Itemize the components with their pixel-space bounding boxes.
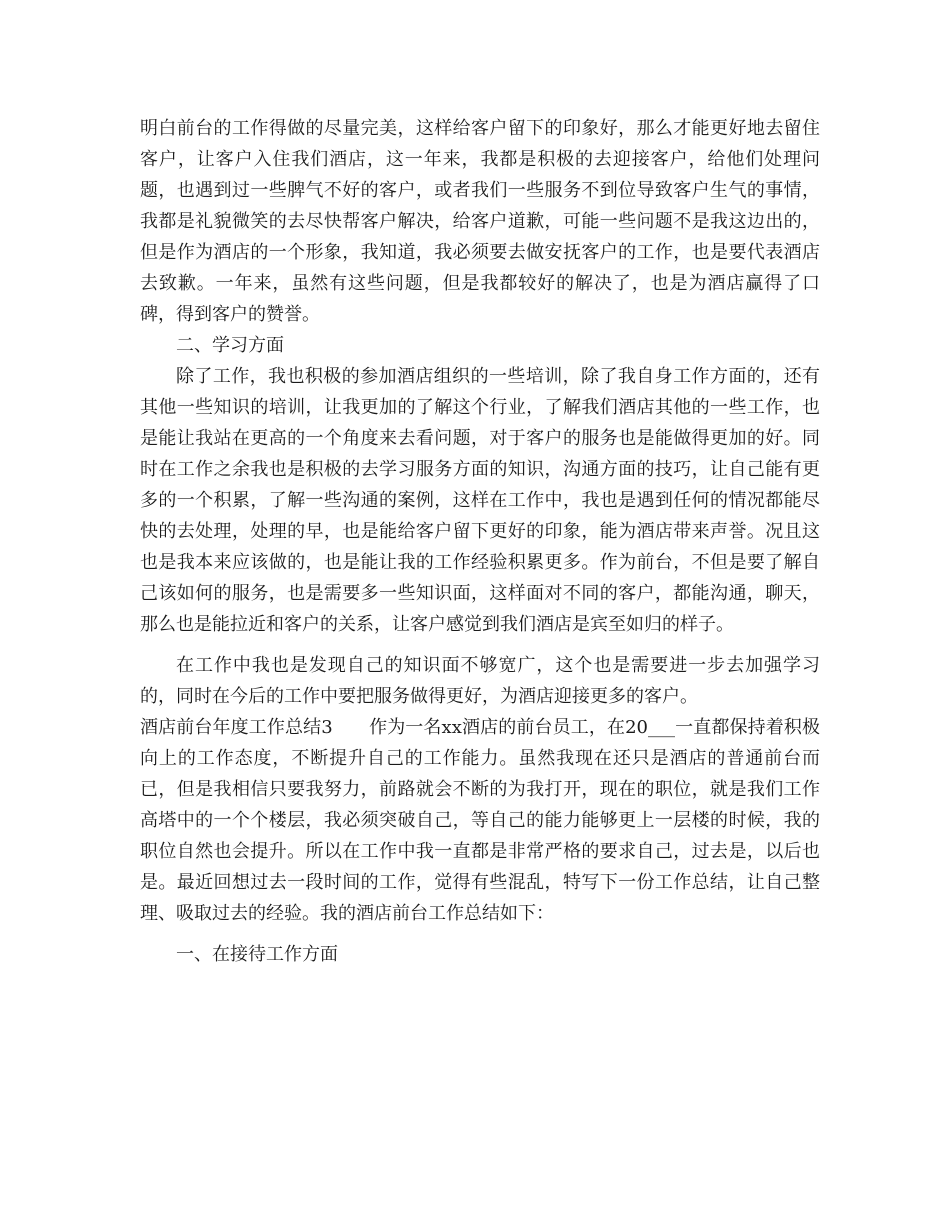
paragraph-summary-3: 酒店前台年度工作总结3 作为一名xx酒店的前台员工，在20___一直都保持着积极向上的工作态度，不断提升自己的工作能力。虽然我现在还只是酒店的普通前台而已，但是我相信只要我努力，前路就会不断的为我打开，现在的职位，就是我们工作高塔中的一个个楼层，我必须突破自己，等自己的能力能够更上一层楼的时候，我的职位自然也会提升。所以在工作中我一直都是非常严格的要求自己，过去是，以后也是。最近回想过去一段时间的工作，觉得有些混乱，特写下一份工作总结，让自己整理、吸取过去的经验。我的酒店前台工作总结如下：: [140, 717, 820, 924]
paragraph-knowledge: 在工作中我也是发现自己的知识面不够宽广，这个也是需要进一步去加强学习的，同时在今后的工作中要把服务做得更好，为酒店迎接更多的客户。: [140, 655, 820, 707]
paragraph-reception-work: 明白前台的工作得做的尽量完美，这样给客户留下的印象好，那么才能更好地去留住客户，让客户入住我们酒店，这一年来，我都是积极的去迎接客户，给他们处理问题，也遇到过一些脾气不好的客户，或者我们一些服务不到位导致客户生气的事情，我都是礼貌微笑的去尽快帮客户解决，给客户道歉，可能一些问题不是我这边出的，但是作为酒店的一个形象，我知道，我必须要去做安抚客户的工作，也是要代表酒店去致歉。一年来，虽然有这些问题，但是我都较好的解决了，也是为酒店赢得了口碑，得到客户的赞誉。: [140, 118, 820, 325]
paragraph-training: 除了工作，我也积极的参加酒店组织的一些培训，除了我自身工作方面的，还有其他一些知识的培训，让我更加的了解这个行业，了解我们酒店其他的一些工作，也是能让我站在更高的一个角度来去看问题，对于客户的服务也是能做得更加的好。同时在工作之余我也是积极的去学习服务方面的知识，沟通方面的技巧，让自己能有更多的一个积累，了解一些沟通的案例，这样在工作中，我也是遇到任何的情况都能尽快的去处理，处理的早，也是能给客户留下更好的印象，能为酒店带来声誉。况且这也是我本来应该做的，也是能让我的工作经验积累更多。作为前台，不但是要了解自己该如何的服务，也是需要多一些知识面，这样面对不同的客户，都能沟通，聊天，那么也是能拉近和客户的关系，让客户感觉到我们酒店是宾至如归的样子。: [140, 366, 820, 635]
section-heading-reception: 一、在接待工作方面: [176, 944, 338, 965]
document-body: [140, 113, 820, 970]
section-heading-learning: 二、学习方面: [176, 335, 284, 356]
